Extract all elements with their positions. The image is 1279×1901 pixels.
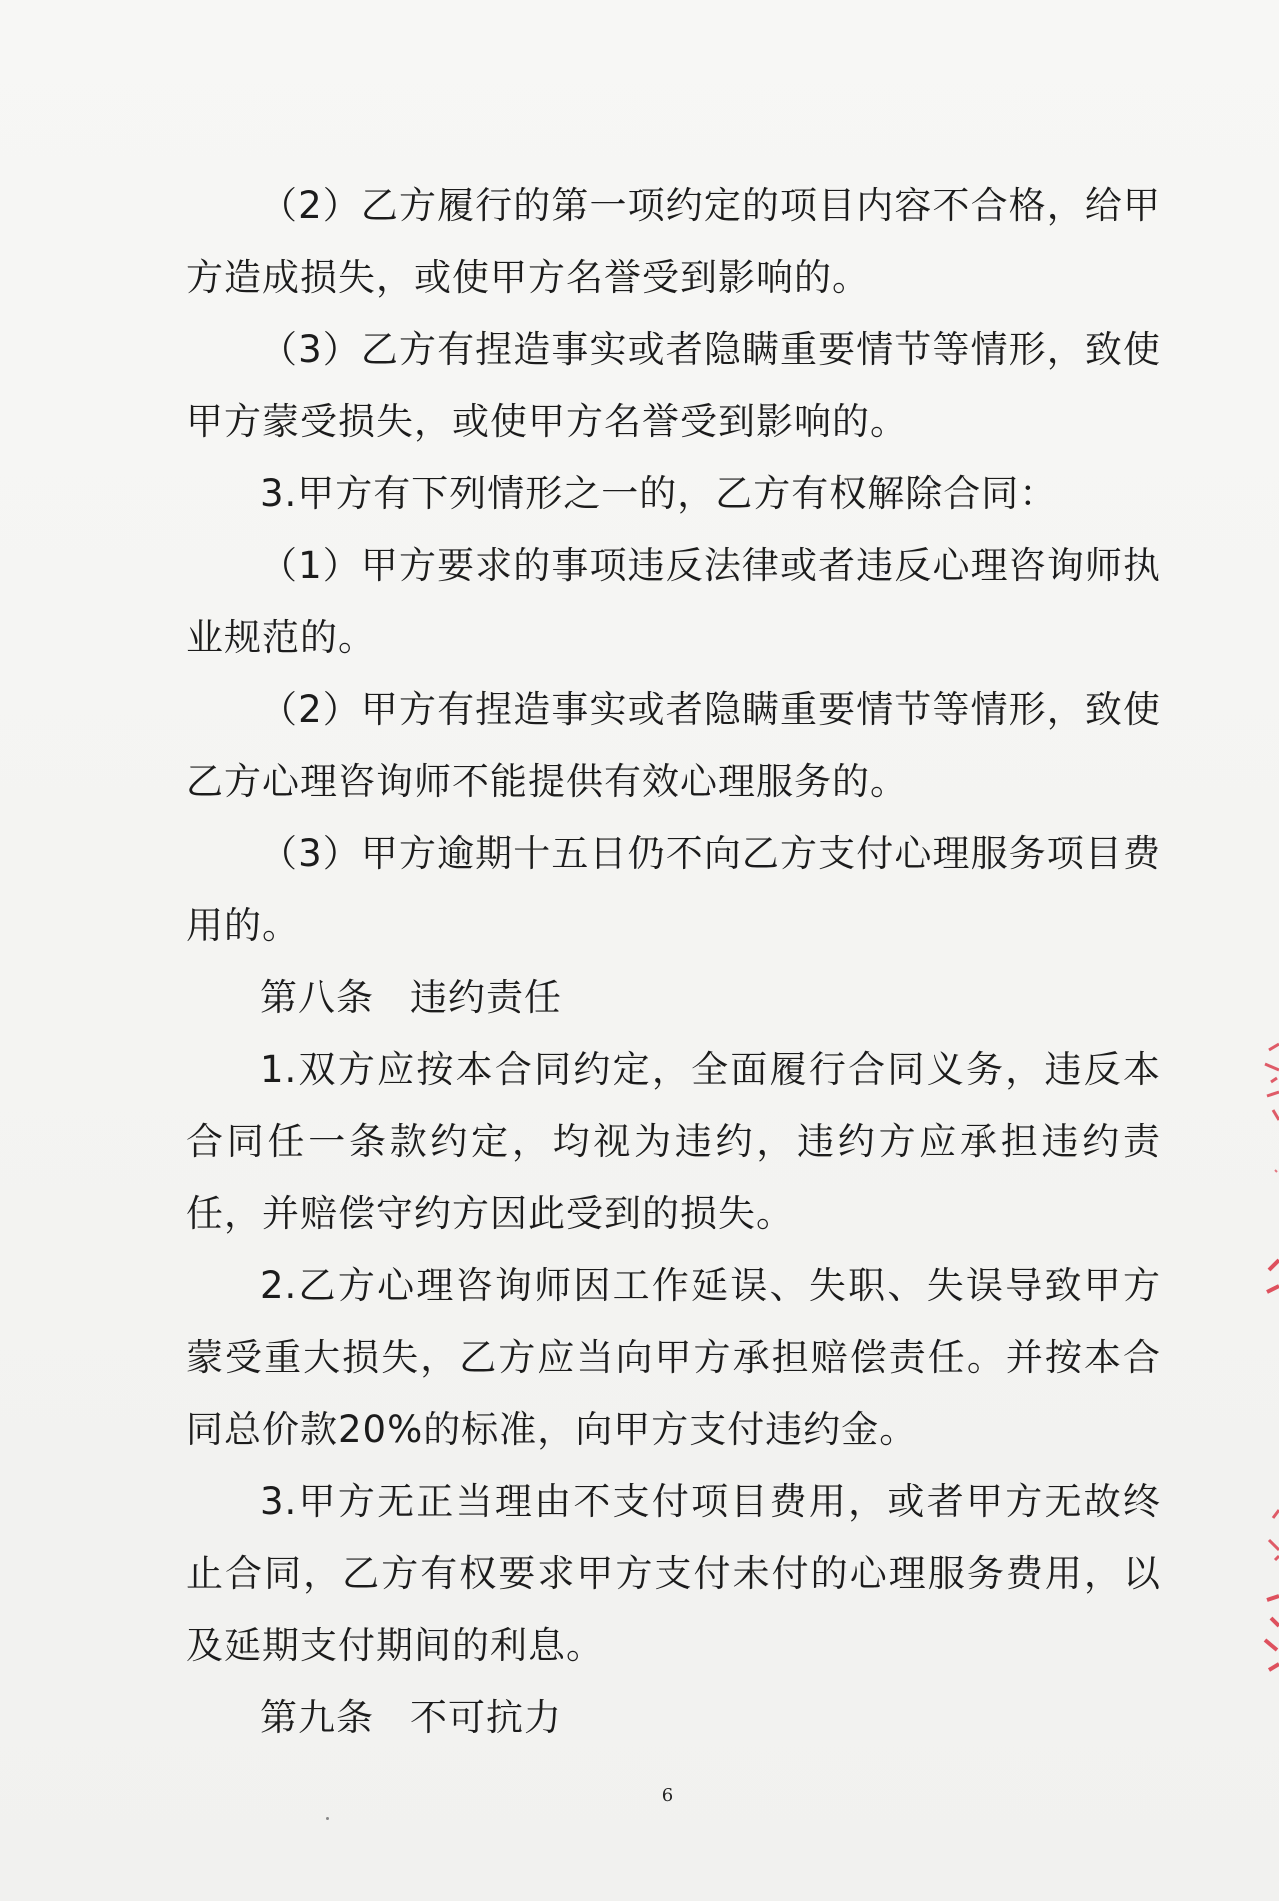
clause-paragraph: （2）乙方履行的第一项约定的项目内容不合格，给甲方造成损失，或使甲方名誉受到影响的。 bbox=[186, 184, 1161, 299]
seal-fragment-upper bbox=[1239, 1030, 1279, 1330]
article-8-paragraph-2: 2.乙方心理咨询师因工作延误、失职、失误导致甲方蒙受重大损失，乙方应当向甲方承担赔偿责任。并按本合同总价款20%的标准，向甲方支付违约金。 bbox=[186, 1264, 1161, 1451]
article-8-paragraph-3: 3.甲方无正当理由不支付项目费用，或者甲方无故终止合同，乙方有权要求甲方支付未付的心理服务费用，以及延期支付期间的利息。 bbox=[186, 1480, 1161, 1667]
page-number: 6 bbox=[661, 1785, 674, 1806]
article-9-number: 第九条 bbox=[260, 1696, 374, 1739]
clause-heading: 3.甲方有下列情形之一的，乙方有权解除合同： bbox=[260, 472, 1058, 515]
document-body bbox=[186, 170, 1161, 1754]
clause-paragraph: （1）甲方要求的事项违反法律或者违反心理咨询师执业规范的。 bbox=[186, 544, 1161, 659]
article-9-title bbox=[186, 1682, 1161, 1754]
clause-paragraph: （3）甲方逾期十五日仍不向乙方支付心理服务项目费用的。 bbox=[186, 832, 1161, 947]
article-9-name: 不可抗力 bbox=[410, 1696, 562, 1739]
article-8-title bbox=[186, 962, 1161, 1034]
clause-paragraph: （2）甲方有捏造事实或者隐瞒重要情节等情形，致使乙方心理咨询师不能提供有效心理服务的。 bbox=[186, 688, 1161, 803]
article-8-paragraph-1: 1.双方应按本合同约定，全面履行合同义务，违反本合同任一条款约定，均视为违约，违约方应承担违约责任，并赔偿守约方因此受到的损失。 bbox=[186, 1048, 1161, 1235]
scan-speck bbox=[326, 1817, 329, 1820]
seal-fragment-lower bbox=[1239, 1500, 1279, 1700]
article-8-name: 违约责任 bbox=[410, 976, 562, 1019]
clause-paragraph: （3）乙方有捏造事实或者隐瞒重要情节等情形，致使甲方蒙受损失，或使甲方名誉受到影响的。 bbox=[186, 328, 1161, 443]
article-8-number: 第八条 bbox=[260, 976, 374, 1019]
